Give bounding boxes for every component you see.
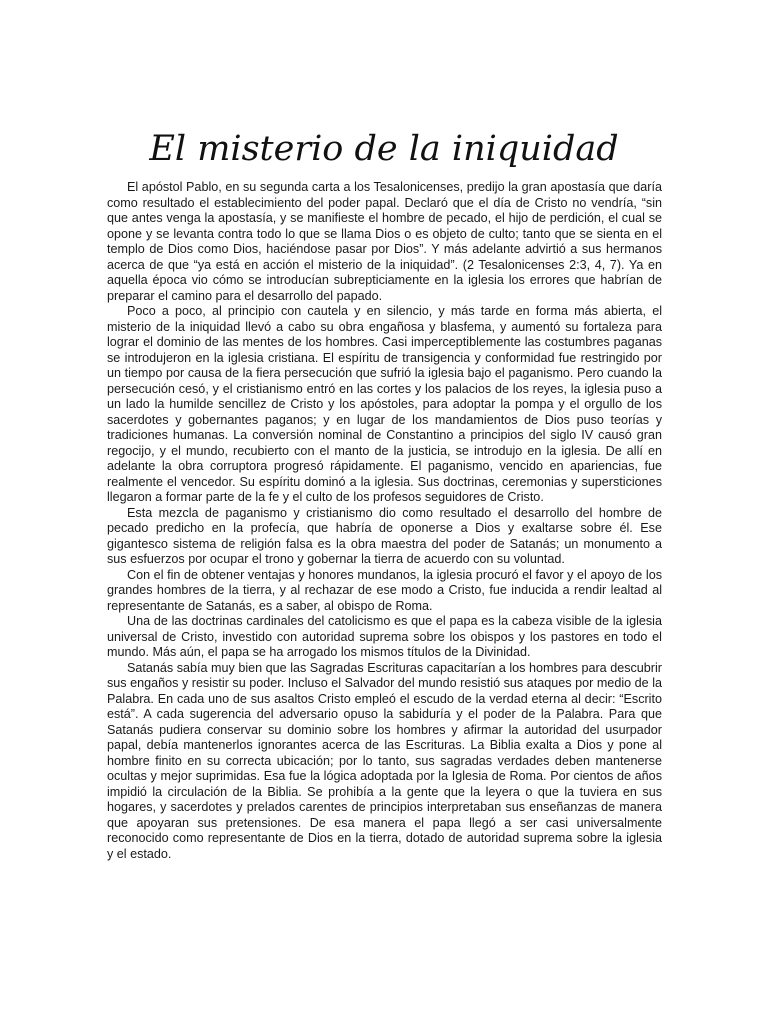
paragraph-4: Con el fin de obtener ventajas y honores mundanos, la iglesia procuró el favor y el apoyo de los grandes hombres de la tierra, y al rechazar de ese modo a Cristo, fue inducida a rendir lealtad al representante de Satanás, es a saber, al obispo de Roma. [107, 567, 662, 613]
paragraph-2: Poco a poco, al principio con cautela y en silencio, y más tarde en forma más abierta, el misterio de la iniquidad llevó a cabo su obra engañosa y blasfema, y aumentó su fortaleza para lograr el dominio de las mentes de los hombres. Casi imperceptiblemente las costumbres paganas se introdujeron en la iglesia cristiana. El espíritu de transigencia y conformidad fue restringido por un tiempo por causa de la fiera persecución que sufrió la iglesia bajo el paganismo. Pero cuando la persecución cesó, y el cristianismo entró en las cortes y los palacios de los reyes, la iglesia puso a un lado la humilde sencillez de Cristo y los apóstoles, para adoptar la pompa y el orgullo de los sacerdotes y gobernantes paganos; y en lugar de los mandamientos de Dios puso teorías y tradiciones humanas. La conversión nominal de Constantino a principios del siglo IV causó gran regocijo, y el mundo, recubierto con el manto de la justicia, se introdujo en la iglesia. De allí en adelante la obra corruptora progresó rápidamente. El paganismo, vencido en apariencias, fue realmente el vencedor. Su espíritu dominó a la iglesia. Sus doctrinas, ceremonias y supersticiones llegaron a formar parte de la fe y el culto de los profesos seguidores de Cristo. [107, 304, 662, 504]
paragraph-5: Una de las doctrinas cardinales del catolicismo es que el papa es la cabeza visible de la iglesia universal de Cristo, investido con autoridad suprema sobre los obispos y los pastores en todo el mundo. Más aún, el papa se ha arrogado los mismos títulos de la Divinidad. [107, 614, 662, 659]
document-body [107, 180, 662, 862]
document-title: El misterio de la iniquidad [149, 129, 619, 169]
paragraph-1: El apóstol Pablo, en su segunda carta a los Tesalonicenses, predijo la gran apostasía que daría como resultado el establecimiento del poder papal. Declaró que el día de Cristo no vendría, “sin que antes venga la apostasía, y se manifieste el hombre de pecado, el hijo de perdición, el cual se opone y se levanta contra todo lo que se llama Dios o es objeto de culto; tanto que se sienta en el templo de Dios como Dios, haciéndose pasar por Dios”. Y más adelante advirtió a sus hermanos acerca de que “ya está en acción el misterio de la iniquidad”. (2 Tesalonicenses 2:3, 4, 7). Ya en aquella época vio cómo se introducían subrepticiamente en la iglesia los errores que habrían de preparar el camino para el desarrollo del papado. [107, 180, 662, 303]
paragraph-6: Satanás sabía muy bien que las Sagradas Escrituras capacitarían a los hombres para descubrir sus engaños y resistir su poder. Incluso el Salvador del mundo resistió sus ataques por medio de la Palabra. En cada uno de sus asaltos Cristo empleó el escudo de la verdad eterna al decir: “Escrito está”. A cada sugerencia del adversario opuso la sabiduría y el poder de la Palabra. Para que Satanás pudiera conservar su dominio sobre los hombres y afirmar la autoridad del usurpador papal, debía mantenerlos ignorantes acerca de las Escrituras. La Biblia exalta a Dios y pone al hombre finito en su correcta ubicación; por lo tanto, sus sagradas verdades deben mantenerse ocultas y mejor suprimidas. Esa fue la lógica adoptada por la Iglesia de Roma. Por cientos de años impidió la circulación de la Biblia. Se prohibía a la gente que la leyera o que la tuviera en sus hogares, y sacerdotes y prelados carentes de principios interpretaban sus enseñanzas de manera que apoyaran sus pretensiones. De esa manera el papa llegó a ser casi universalmente reconocido como representante de Dios en la tierra, dotado de autoridad suprema sobre la iglesia y el estado. [107, 660, 662, 861]
paragraph-3: Esta mezcla de paganismo y cristianismo dio como resultado el desarrollo del hombre de pecado predicho en la profecía, que habría de oponerse a Dios y exaltarse sobre él. Ese gigantesco sistema de religión falsa es la obra maestra del poder de Satanás; un monumento a sus esfuerzos por ocupar el trono y gobernar la tierra de acuerdo con su voluntad. [107, 505, 662, 566]
